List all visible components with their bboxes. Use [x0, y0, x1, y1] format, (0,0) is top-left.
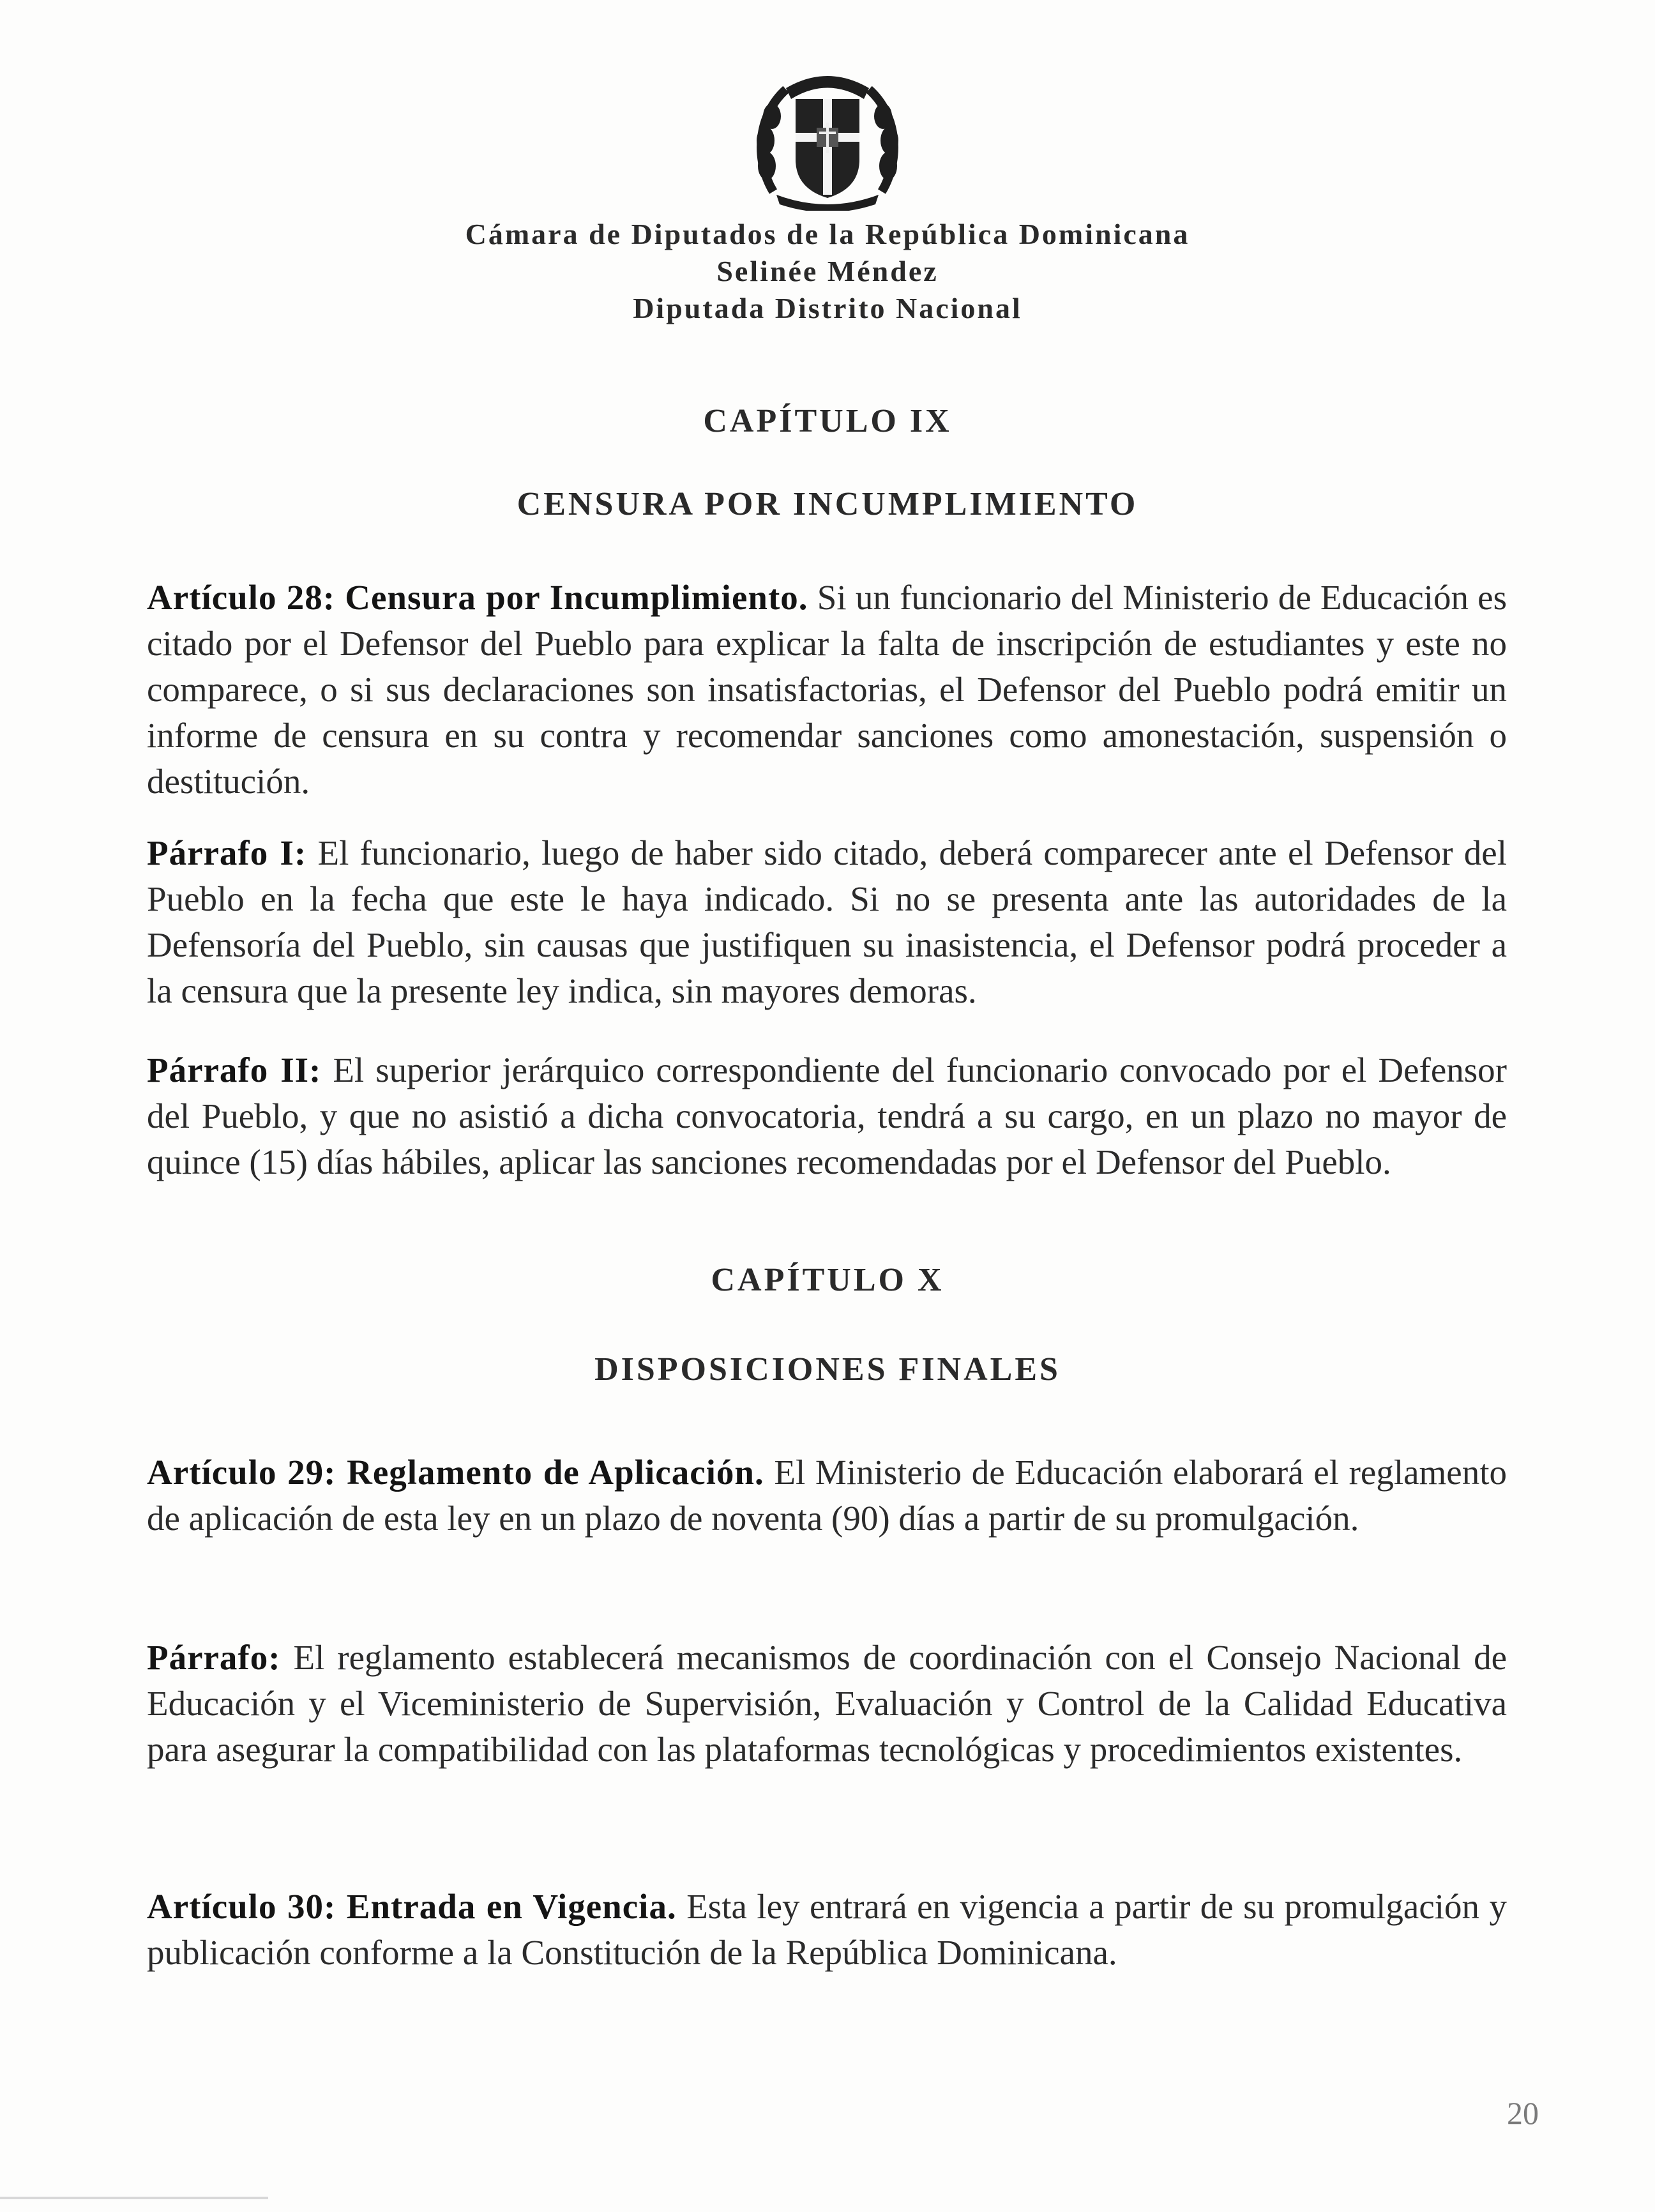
paragraph-1-heading: Párrafo I:	[147, 833, 307, 872]
article-30-text: Esta ley entrará en vigencia a partir de su promulgación y publicación conforme a la Constitución de la República Dominicana.	[147, 1887, 1507, 1972]
paragraph-2	[147, 1047, 1507, 1185]
chapter-10-subtitle: DISPOSICIONES FINALES	[594, 1351, 1061, 1388]
header-name: Selinée Méndez	[716, 255, 939, 287]
chapter-9-title: CAPÍTULO IX	[703, 403, 952, 439]
paragraph-3-heading: Párrafo:	[147, 1638, 281, 1677]
chapter-10-title: CAPÍTULO X	[711, 1262, 944, 1298]
article-28	[147, 575, 1507, 805]
coat-of-arms-seal	[748, 64, 907, 211]
article-28-heading: Artículo 28: Censura por Incumplimiento.	[147, 578, 808, 617]
article-29-text: El Ministerio de Educación elaborará el reglamento de aplicación de esta ley en un plazo de noventa (90) días a partir de su promulgación.	[147, 1453, 1507, 1538]
letterhead	[0, 64, 1655, 327]
paragraph-2-text: El superior jerárquico correspondiente del funcionario convocado por el Defensor del Pueblo, y que no asistió a dicha convocatoria, tendrá a su cargo, en un plazo no mayor de quince (15) días hábiles, aplicar las sanciones recomendadas por el Defensor del Pueblo.	[147, 1050, 1507, 1181]
page-edge-divider	[0, 2197, 268, 2199]
article-30-heading: Artículo 30: Entrada en Vigencia.	[147, 1887, 677, 1926]
paragraph-3-text: El reglamento establecerá mecanismos de coordinación con el Consejo Nacional de Educación y el Viceministerio de Supervisión, Evaluación y Control de la Calidad Educativa para asegurar la compatibilidad con las plataformas tecnológicas y procedimientos existentes.	[147, 1638, 1507, 1769]
page-number: 20	[1507, 2095, 1539, 2131]
article-29-heading: Artículo 29: Reglamento de Aplicación.	[147, 1453, 764, 1492]
article-28-text: Si un funcionario del Ministerio de Educación es citado por el Defensor del Pueblo para explicar la falta de inscripción de estudiantes y este no comparece, o si sus declaraciones son insatisfactorias, el Defensor del Pueblo podrá emitir un informe de censura en su contra y recomendar sanciones como amonestación, suspensión o destitución.	[147, 578, 1508, 801]
chapter-9-subtitle: CENSURA POR INCUMPLIMIENTO	[517, 486, 1138, 522]
paragraph-1	[147, 830, 1507, 1014]
article-29	[147, 1450, 1507, 1542]
header-role: Diputada Distrito Nacional	[633, 292, 1022, 324]
article-30	[147, 1884, 1507, 1976]
paragraph-1-text: El funcionario, luego de haber sido citado, deberá comparecer ante el Defensor del Pueblo en la fecha que este le haya indicado. Si no se presenta ante las autoridades de la Defensoría del Pueblo, sin causas que justifiquen su inasistencia, el Defensor podrá proceder a la censura que la presente ley indica, sin mayores demoras.	[147, 833, 1507, 1010]
header-chamber: Cámara de Diputados de la República Dominicana	[465, 218, 1190, 250]
paragraph-2-heading: Párrafo II:	[147, 1050, 322, 1089]
paragraph-3	[147, 1635, 1507, 1773]
